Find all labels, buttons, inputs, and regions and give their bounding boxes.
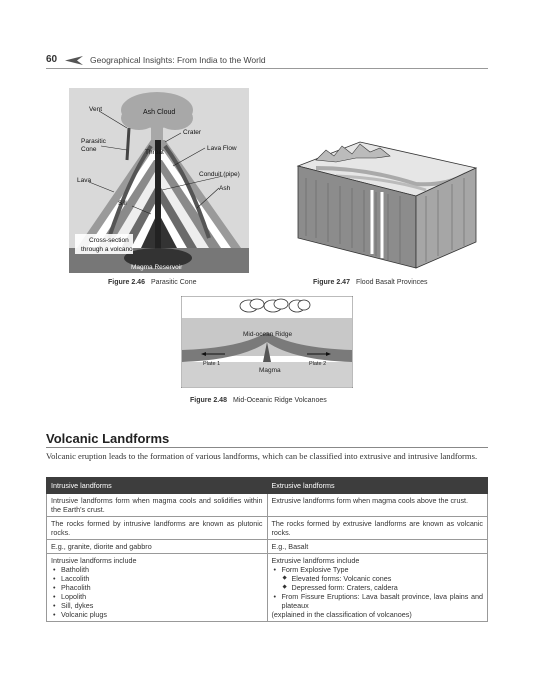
table-row: [47, 517, 488, 540]
list-item: • Form Explosive Type: [272, 565, 484, 574]
label-conduit: Conduit (pipe): [199, 171, 240, 178]
landforms-table: [46, 477, 488, 622]
label-vent: Vent: [89, 106, 103, 113]
label-ash-cloud: Ash Cloud: [143, 109, 176, 116]
table-header-extrusive: Extrusive landforms: [267, 478, 488, 494]
figure-2-47-caption: [313, 279, 428, 286]
label-magma: Magma: [259, 367, 281, 374]
flood-basalt-block-figure: [296, 138, 478, 270]
table-cell: E.g., Basalt: [267, 540, 488, 554]
table-row: [47, 494, 488, 517]
chevron-left-icon: [65, 56, 83, 65]
label-plate-1: Plate 1: [203, 361, 221, 367]
table-row: [47, 540, 488, 554]
label-cone: Cone: [81, 146, 97, 153]
label-lava: Lava: [77, 177, 92, 184]
label-plate-2: Plate 2: [309, 361, 327, 367]
figure-number: Figure 2.46: [108, 279, 145, 286]
table-header-row: [47, 478, 488, 494]
label-parasitic: Parasitic: [81, 138, 106, 145]
figure-title: Mid-Oceanic Ridge Volcanoes: [232, 397, 327, 404]
figure-2-46-caption: [108, 279, 197, 286]
intrusive-list-intro: Intrusive landforms include: [51, 556, 137, 565]
table-row: [47, 554, 488, 622]
list-item: • Laccolith: [51, 574, 263, 583]
table-cell: [47, 554, 268, 622]
list-subitem: ◆ Elevated forms: Volcanic cones: [272, 574, 484, 583]
table-cell: E.g., granite, diorite and gabbro: [47, 540, 268, 554]
label-throat: Throat: [145, 149, 164, 156]
label-magma-reservoir: Magma Reservoir: [131, 264, 183, 271]
figure-title: Flood Basalt Provinces: [355, 279, 428, 286]
list-item: • Volcanic plugs: [51, 610, 263, 619]
list-item: • Phacolith: [51, 583, 263, 592]
extrusive-note: (explained in the classification of volcanoes): [271, 610, 412, 619]
book-title: Geographical Insights: From India to the World: [90, 55, 266, 65]
volcano-cross-section-figure: [69, 88, 249, 273]
section-intro: Volcanic eruption leads to the formation of various landforms, which can be classified into extrusive and intrusive landforms.: [46, 451, 478, 461]
table-cell: The rocks formed by extrusive landforms are known as volcanic rocks.: [267, 517, 488, 540]
list-item: • From Fissure Eruptions: Lava basalt province, lava plains and plateaux: [272, 592, 484, 610]
section-rule: [46, 447, 488, 448]
label-ridge: Mid-ocean Ridge: [243, 331, 293, 338]
extrusive-list: [272, 565, 484, 610]
table-cell: The rocks formed by intrusive landforms are known as plutonic rocks.: [47, 517, 268, 540]
list-item: • Batholith: [51, 565, 263, 574]
figure-number: Figure 2.47: [313, 279, 350, 286]
table-header-intrusive: Intrusive landforms: [47, 478, 268, 494]
label-cross-section-2: through a volcano: [81, 246, 133, 253]
list-item: • Sill, dykes: [51, 601, 263, 610]
intrusive-list: [51, 565, 263, 619]
section-heading: Volcanic Landforms: [46, 431, 170, 446]
page-header: [46, 54, 488, 68]
table-cell: [267, 554, 488, 622]
label-cross-section-1: Cross-section: [89, 237, 129, 244]
table-cell: Extrusive landforms form when magma cools above the crust.: [267, 494, 488, 517]
figure-title: Parasitic Cone: [150, 279, 197, 286]
figure-number: Figure 2.48: [190, 397, 227, 404]
page-number: 60: [46, 54, 58, 65]
label-sill: Sill: [118, 200, 127, 207]
list-item: • Lopolith: [51, 592, 263, 601]
list-subitem: ◆ Depressed form: Craters, caldera: [272, 583, 484, 592]
mid-ocean-ridge-figure: [181, 296, 353, 388]
header-rule: [46, 68, 488, 69]
label-crater: Crater: [183, 129, 202, 136]
table-cell: Intrusive landforms form when magma cools and solidifies within the Earth's crust.: [47, 494, 268, 517]
extrusive-list-intro: Extrusive landforms include: [271, 556, 360, 565]
figure-2-48-caption: [190, 397, 327, 404]
label-lava-flow: Lava Flow: [207, 145, 237, 152]
label-ash: Ash: [219, 185, 231, 192]
